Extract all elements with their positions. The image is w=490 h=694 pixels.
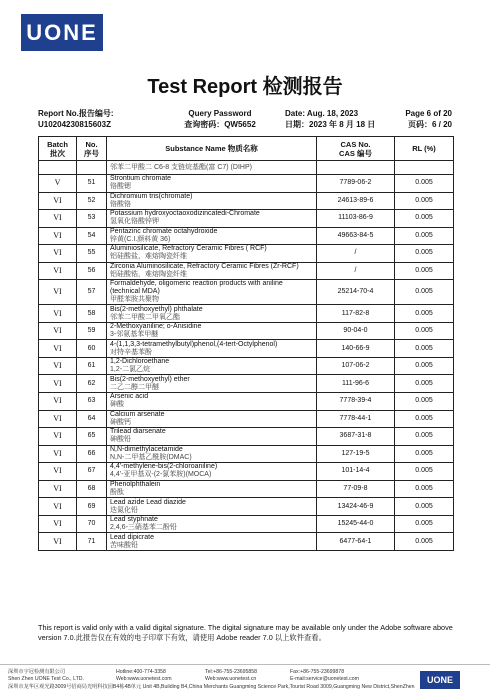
substance-name-cn: 氢氧化铬酸锌钾 [110,218,159,226]
number-value: 57 [87,288,96,296]
substance-name-en: Lead azide Lead diazide [110,498,186,506]
rl-value: 0.005 [415,179,433,187]
batch-cell [39,393,77,411]
rl-cell [395,192,454,210]
rl-value: 0.005 [415,485,433,493]
rl-cell [395,375,454,393]
table-row [39,305,454,323]
number-value: 67 [87,467,96,475]
batch-value: VI [53,536,62,546]
footer-hotline: Hotline:400-774-3358 [116,669,166,675]
cas-cell [317,515,395,533]
number-cell [77,192,107,210]
footer-company-cn: 深圳市宇冠检测有限公司 [8,669,66,675]
batch-value: VI [53,213,62,223]
table-row [39,410,454,428]
cas-cell [317,175,395,193]
batch-value: VI [53,484,62,494]
rl-value: 0.005 [415,214,433,222]
batch-cell [39,245,77,263]
cas-value: 90-04-0 [343,327,368,335]
page-title: Test Report 检测报告 [147,76,343,98]
number-value: 54 [87,231,96,239]
footer-logo: UONE [420,671,460,689]
cas-value: 7778-44-1 [339,414,372,422]
cas-value: 24613-89-6 [337,196,374,204]
rl-cell [395,410,454,428]
batch-value: VI [53,448,62,458]
rl-value: 0.005 [415,537,433,545]
table-row [39,192,454,210]
substance-name-en: Calcium arsenate [110,410,165,418]
rl-value: 0.005 [415,520,433,528]
query-password-block [175,108,265,130]
rl-value: 0.005 [415,502,433,510]
table-row [39,262,454,280]
number-cell [77,175,107,193]
page-footer [0,664,490,694]
rl-value: 0.005 [415,327,433,335]
date-cn: 日期：2023 年 8 月 18 日 [285,120,376,129]
number-cell [77,375,107,393]
table-row [39,428,454,446]
table-row-continued [39,161,454,175]
table-row [39,393,454,411]
cas-cell [317,410,395,428]
table-row [39,357,454,375]
cas-value: 11103-86-9 [338,214,373,222]
substance-name-cn: 迭氮化铅 [110,506,138,514]
rl-value: 0.005 [415,432,433,440]
table-row [39,227,454,245]
substance-name-en: Bis(2-methoxyethyl) phthalate [110,305,203,313]
rl-value: 0.005 [415,196,433,204]
batch-cell [39,375,77,393]
cas-value: 117-82-8 [341,309,370,317]
rl-cell [395,305,454,323]
batch-value: VI [53,248,62,258]
substance-name-en: Arsenic acid [110,393,149,401]
number-cell [77,210,107,228]
batch-cell [39,280,77,305]
rl-cell [395,357,454,375]
substance-name-cn: 二乙二醇二甲醚 [110,383,159,391]
number-value: 53 [87,214,96,222]
batch-cell [39,445,77,463]
cas-cell [317,393,395,411]
batch-value: VI [53,343,62,353]
substance-name-en: 4-(1,1,3,3-tetramethylbutyl)phenol,(4-tert-Octylphenol) [110,340,278,348]
batch-value: VI [53,413,62,423]
cas-cell [317,262,395,280]
cas-value: 15245-44-0 [337,520,374,528]
substance-cell [107,305,317,323]
batch-cell [39,498,77,516]
footer-company-en: Shen Zhen UONE Test Co., LTD. [8,676,84,682]
substance-cell [107,340,317,358]
footer-web[interactable]: Web:www.uonetest.com [116,676,172,682]
number-cell [77,280,107,305]
substance-name-cn: 苦味酸铅 [110,541,138,549]
substance-name-en: 4,4'-methylene-bis(2-chloroaniline) [110,463,218,471]
validity-note: This report is valid only with a valid digital signature. The digital signature may be available only under the Adobe software above version 7.0.此报告仅在有效的电子印章下有效，请使用 Adobe reader 7.0 以上软件查看。 [38,623,453,642]
number-value: 71 [87,537,96,545]
number-value: 68 [87,485,96,493]
substance-name-cn: N,N-二甲基乙酰胺(DMAC) [110,453,192,461]
table-row [39,498,454,516]
substance-name-cn: 酚酞 [110,489,124,497]
rl-cell [395,262,454,280]
substance-name-cn: 砷酸 [110,401,124,409]
substance-cell [107,498,317,516]
substance-name-en: 2-Methoxyaniline; o-Anisidine [110,323,202,331]
rl-value: 0.005 [415,397,433,405]
page-label: Page 6 of 20 [405,109,452,118]
number-cell [77,245,107,263]
substance-name-cn: 锌黄(C.I.颜料黄 36) [110,235,171,243]
rl-cell [395,322,454,340]
rl-cell [395,428,454,446]
batch-value: VI [53,195,62,205]
substance-table [38,136,454,551]
substance-cell [107,445,317,463]
cas-cell [317,245,395,263]
substance-name-en: Phenolphthalein [110,481,161,489]
cas-value: 13424-46-9 [337,502,374,510]
rl-cell [395,393,454,411]
date-label: Date: Aug. 18, 2023 [285,109,359,118]
substance-name-en: Potassium hydroxyoctaoxodizincatedi-Chromate [110,210,260,218]
date-block [285,108,375,130]
table-row [39,210,454,228]
number-cell [77,515,107,533]
cas-value: / [354,267,357,274]
continued-substance-cn: 邻苯二甲酸二 C6-8 支链烷基酯(富 C7) (DIHP) [107,161,317,175]
substance-cell [107,393,317,411]
rl-value: 0.005 [415,344,433,352]
substance-cell [107,375,317,393]
number-cell [77,340,107,358]
cas-value: 101-14-4 [341,467,370,475]
batch-cell [39,210,77,228]
footer-fax: Fax:+86-755-23699878 [290,669,345,675]
substance-name-en: 1,2-Dichloroethane [110,358,170,366]
rl-value: 0.005 [415,249,433,257]
cas-cell [317,463,395,481]
cas-column-header: CAS No. CAS 编号 [317,137,395,161]
number-cell [77,393,107,411]
batch-cell [39,305,77,323]
number-cell [77,498,107,516]
substance-name-cn: 砷酸铅 [110,436,131,444]
number-cell [77,428,107,446]
cas-cell [317,210,395,228]
number-cell [77,445,107,463]
number-value: 64 [87,414,96,422]
number-cell [77,533,107,551]
cas-cell [317,357,395,375]
table-row [39,445,454,463]
number-value: 70 [87,520,96,528]
batch-value: V [54,178,61,188]
substance-name-en: Formaldehyde, oligomeric reaction products with aniline (technical MDA) [110,280,283,296]
cas-cell [317,340,395,358]
substance-column-header: Substance Name 物质名称 [107,137,317,161]
table-row [39,533,454,551]
number-value: 61 [87,362,96,370]
cas-value: 77-09-8 [343,485,368,493]
cas-cell [317,480,395,498]
substance-cell [107,245,317,263]
substance-name-en: Dichromium tris(chromate) [110,192,193,200]
rl-cell [395,533,454,551]
number-cell [77,357,107,375]
cas-cell [317,498,395,516]
rl-cell [395,227,454,245]
batch-cell [39,322,77,340]
substance-name-cn: 铬酸锶 [110,183,131,191]
number-cell [77,410,107,428]
table-row [39,322,454,340]
batch-cell [39,262,77,280]
substance-cell [107,410,317,428]
footer-address: 深圳市龙华区观光路3009号招商局光明科技园B4栋4B单元 Unit 4B,Building B4,China Merchants Guangming Science Park,Tourist Road 3009,Guangming New District,ShenZhen [8,684,415,690]
report-number: U10204230815603Z [38,120,111,129]
number-value: 62 [87,379,96,387]
batch-cell [39,515,77,533]
rl-cell [395,480,454,498]
number-value: 55 [87,249,96,257]
substance-name-cn: 对特辛基苯酚 [110,348,152,356]
batch-cell [39,227,77,245]
table-row [39,375,454,393]
batch-cell [39,340,77,358]
number-cell [77,322,107,340]
rl-cell [395,463,454,481]
cas-cell [317,192,395,210]
substance-cell [107,463,317,481]
page-number-block [396,108,452,130]
table-row [39,515,454,533]
batch-cell [39,175,77,193]
footer-web-cn[interactable]: Web:www.uonetest.cn [205,676,257,682]
rl-cell [395,498,454,516]
batch-value: VI [53,308,62,318]
batch-value: VI [53,519,62,529]
cas-cell [317,428,395,446]
batch-value: VI [53,230,62,240]
cas-cell [317,305,395,323]
number-value: 69 [87,502,96,510]
substance-name-en: Pentazinc chromate octahydroxide [110,227,218,235]
rl-column-header: RL (%) [395,137,454,161]
substance-cell [107,280,317,305]
number-cell [77,262,107,280]
substance-name-cn: 铝硅酸锆，难熔陶瓷纤维 [110,271,187,278]
cas-cell [317,533,395,551]
substance-cell [107,227,317,245]
number-value: 56 [87,267,96,274]
cas-cell [317,445,395,463]
substance-name-cn: 甲醛苯胺共聚物 [110,296,159,304]
cas-value: 25214-70-4 [337,288,374,296]
substance-cell [107,428,317,446]
report-number-block [38,108,114,130]
batch-value: VI [53,266,62,275]
table-row [39,340,454,358]
batch-cell [39,428,77,446]
number-value: 65 [87,432,96,440]
rl-cell [395,175,454,193]
table-row [39,245,454,263]
cas-cell [317,280,395,305]
table-row [39,463,454,481]
rl-value: 0.005 [415,309,433,317]
number-value: 63 [87,397,96,405]
number-value: 51 [87,179,96,187]
number-cell [77,227,107,245]
number-cell [77,480,107,498]
batch-cell [39,357,77,375]
cas-value: 7789-06-2 [339,179,372,187]
batch-cell [39,463,77,481]
substance-cell [107,480,317,498]
substance-cell [107,192,317,210]
substance-name-cn: 邻苯二甲酸二甲氧乙酯 [110,313,180,321]
substance-name-cn: 2,4,6-三硝基苯二酚铅 [110,524,177,532]
batch-cell [39,480,77,498]
substance-name-en: Lead dipicrate [110,533,154,541]
number-value: 66 [87,449,96,457]
substance-cell [107,357,317,375]
footer-email[interactable]: E-mail:service@uonetest.com [290,676,359,682]
substance-cell [107,175,317,193]
substance-name-cn: 铝硅酸盐，难熔陶瓷纤维 [110,253,187,261]
rl-cell [395,245,454,263]
number-cell [77,305,107,323]
substance-name-en: Zirconia Aluminosilicate, Refractory Ceramic Fibres (Zr-RCF) [110,263,299,270]
footer-tel: Tel:+86-755-23695858 [205,669,258,675]
cas-cell [317,227,395,245]
batch-value: VI [53,466,62,476]
rl-cell [395,280,454,305]
batch-value: VI [53,378,62,388]
number-value: 59 [87,327,96,335]
rl-value: 0.005 [415,467,433,475]
batch-column-header: Batch 批次 [39,137,77,161]
rl-value: 0.005 [415,267,433,274]
substance-name-en: N,N-dimethylacetamide [110,445,183,453]
number-column-header: No. 序号 [77,137,107,161]
number-value: 52 [87,196,96,204]
rl-value: 0.005 [415,379,433,387]
substance-cell [107,533,317,551]
cas-cell [317,375,395,393]
number-cell [77,463,107,481]
substance-name-cn: 3-邻氨基苯甲醚 [110,331,159,339]
rl-cell [395,445,454,463]
rl-value: 0.005 [415,414,433,422]
number-value: 60 [87,344,96,352]
batch-value: VI [53,361,62,371]
substance-name-cn: 1,2-二氯乙烷 [110,366,151,374]
substance-name-cn: 铬酸铬 [110,200,131,208]
batch-cell [39,192,77,210]
query-password-label: Query Password [188,109,252,118]
cas-value: / [354,249,357,257]
table-row [39,175,454,193]
rl-cell [395,340,454,358]
rl-cell [395,210,454,228]
cas-cell [317,322,395,340]
query-password-value: 查询密码：QW5652 [184,120,256,129]
rl-cell [395,515,454,533]
cas-value: 3687-31-8 [339,432,372,440]
cas-value: 49663-84-5 [337,231,374,239]
report-number-label: Report No.报告编号: [38,109,114,118]
batch-value: VI [53,396,62,406]
substance-cell [107,515,317,533]
substance-name-en: Bis(2-methoxyethyl) ether [110,375,190,383]
table-header-row [39,137,454,161]
cas-value: 140-66-9 [341,344,370,352]
substance-name-en: Strontium chromate [110,175,172,183]
batch-cell [39,533,77,551]
batch-value: VI [53,501,62,511]
substance-name-en: Aluminiosilicate, Refractory Ceramic Fibres ( RCF) [110,245,267,253]
table-row [39,480,454,498]
substance-cell [107,262,317,280]
substance-name-cn: 砷酸钙 [110,418,131,426]
rl-value: 0.005 [415,449,433,457]
cas-value: 127-19-5 [341,449,370,457]
substance-cell [107,210,317,228]
cas-value: 7778-39-4 [339,397,372,405]
rl-value: 0.005 [415,362,433,370]
cas-value: 107-06-2 [341,362,370,370]
company-logo: UONE [21,14,103,51]
cas-value: 111-96-6 [342,379,369,387]
substance-name-cn: 4,4'-亚甲基双-(2-氯苯胺)(MOCA) [110,471,212,479]
batch-value: VI [53,431,62,441]
substance-cell [107,322,317,340]
batch-value: VI [53,326,62,336]
table-row [39,280,454,305]
number-value: 58 [87,309,96,317]
page-cn: 页码：6 / 20 [407,120,452,129]
batch-value: VI [53,287,62,297]
rl-value: 0.005 [415,231,433,239]
substance-name-en: Lead styphnate [110,516,158,524]
batch-cell [39,410,77,428]
rl-value: 0.005 [415,288,433,296]
substance-name-en: Trilead diarsenate [110,428,166,436]
cas-value: 6477-64-1 [339,537,372,545]
